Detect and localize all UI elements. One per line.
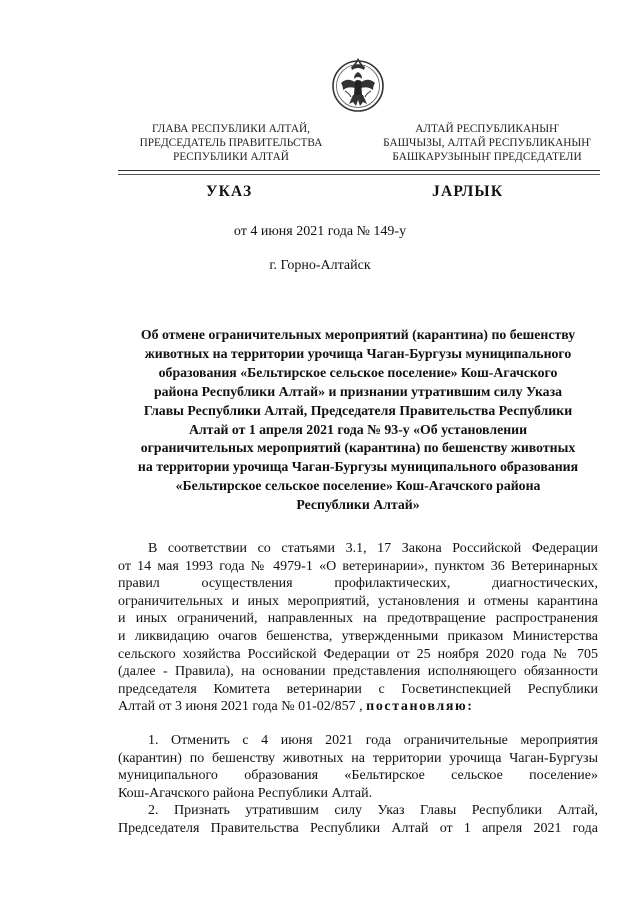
body-line: и ликвидацию очагов бешенства, утвержденными приказом Министерства: [118, 628, 598, 644]
header-divider-thick: [118, 170, 600, 171]
body-line: В соответствии со статьями 3.1, 17 Закона Российской Федерации: [148, 541, 598, 556]
header-left-line: ГЛАВА РЕСПУБЛИКИ АЛТАЙ,: [151, 123, 311, 135]
body-line: и иных ограничений, направленных на предотвращение распространения: [118, 611, 598, 627]
document-city: г. Горно-Алтайск: [269, 258, 371, 273]
body-line: сельского хозяйства Российской Федерации от 25 ноября 2020 года № 705: [118, 646, 598, 662]
body-line: правил осуществления профилактических, диагностических,: [118, 576, 598, 592]
item-2-line: Председателя Правительства Республики Алтай от 1 апреля 2021 года: [118, 820, 598, 836]
title-line: Об отмене ограничительных мероприятий (карантина) по бешенству: [140, 327, 576, 342]
title-line: Главы Республики Алтай, Председателя Правительства Республики: [143, 402, 573, 418]
preamble-paragraph: [118, 540, 598, 716]
title-line: «Бельтирское сельское поселение» Кош-Агачского района: [175, 478, 541, 494]
title-line: ограничительных мероприятий (карантина) по бешенству животных: [140, 440, 576, 456]
title-line: животных на территории урочища Чаган-Бургузы муниципального: [144, 345, 572, 361]
header-right-line: АЛТАЙ РЕСПУБЛИКАНЫҤ: [415, 123, 559, 135]
title-line: на территории урочища Чаган-Бургузы муниципального образования: [137, 459, 579, 475]
title-line: района Республики Алтай» и признании утратившим силу Указа: [153, 383, 563, 399]
body-line: (далее - Правила), на основании представления исполняющего обязанности: [118, 664, 598, 680]
header-left-line: ПРЕДСЕДАТЕЛЬ ПРАВИТЕЛЬСТВА: [139, 137, 323, 149]
title-line: Республики Алтай»: [296, 497, 420, 513]
header-right-alt: [372, 122, 602, 164]
item-1-line: муниципального образования «Бельтирское сельское поселение»: [118, 768, 598, 784]
header-right-line: БАШКАРУЗЫНЫҤ ПРЕДСЕДАТЕЛИ: [392, 151, 582, 163]
header-left-line: РЕСПУБЛИКИ АЛТАЙ: [173, 151, 289, 163]
item-2-line: 2. Признать утратившим силу Указ Главы Республики Алтай,: [148, 803, 598, 819]
title-line: Алтай от 1 апреля 2021 года № 93-у «Об установлении: [188, 421, 528, 437]
body-line: ограничительных и иных мероприятий, установления и отмены карантина: [118, 593, 598, 609]
body-line: от 14 мая 1993 года № 4979-1 «О ветеринарии», пунктом 36 Ветеринарных: [118, 558, 598, 574]
decree-items: [118, 732, 598, 838]
doc-type-alt: ЈАРЛЫК: [432, 183, 504, 200]
item-1-line: Кош-Агачского района Республики Алтай.: [118, 785, 373, 801]
document-date-number: от 4 июня 2021 года № 149-у: [233, 224, 407, 239]
item-1-line: (карантин) по бешенству животных на территории урочища Чаган-Бургузы: [118, 750, 598, 766]
header-right-line: БАШЧЫЗЫ, АЛТАЙ РЕСПУБЛИКАНЫҤ: [383, 137, 591, 149]
header-left-ru: [120, 122, 342, 164]
body-line: председателя Комитета ветеринарии с Госветинспекцией Республики: [118, 681, 598, 697]
body-text: Алтай от 3 июня 2021 года № 01-02/857 ,: [118, 699, 367, 715]
document-title: [100, 326, 616, 515]
altai-coat-of-arms-emblem: [331, 55, 385, 115]
doc-type-ru: УКАЗ: [206, 183, 253, 200]
item-1-line: 1. Отменить с 4 июня 2021 года ограничительные мероприятия: [148, 733, 598, 748]
title-line: образования «Бельтирское сельское поселение» Кош-Агачского: [158, 364, 558, 380]
decree-keyword: постановляю:: [366, 699, 474, 715]
body-line-last: [118, 698, 598, 716]
header-divider-thin: [118, 174, 600, 175]
